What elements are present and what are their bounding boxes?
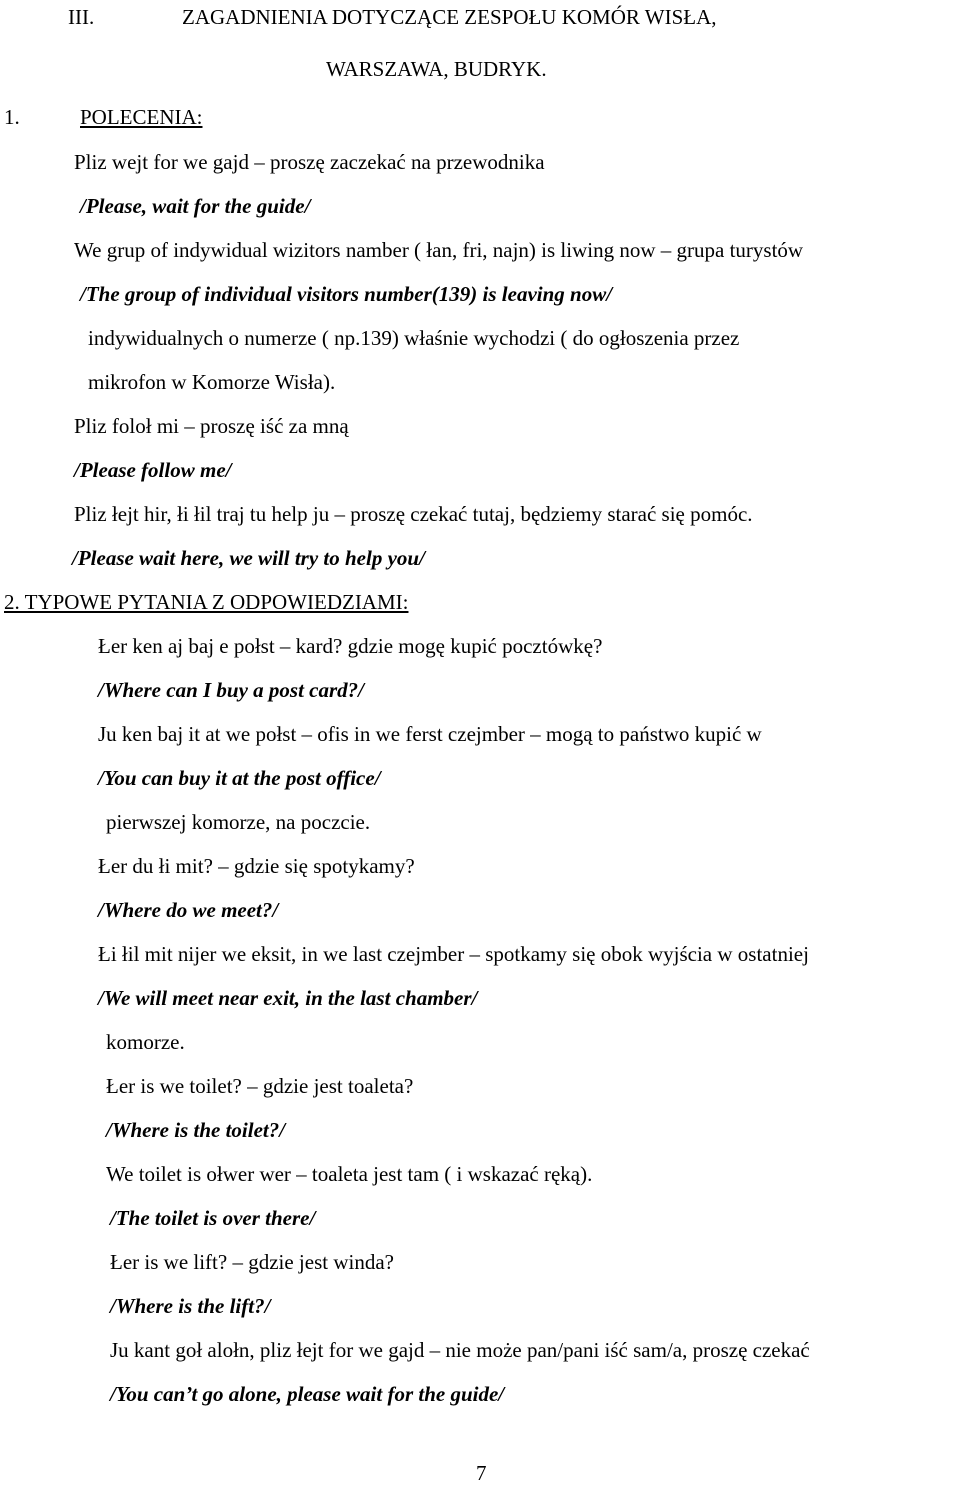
part2-line-8: Łi łil mit nijer we eksit, in we last czejmber – spotkamy się obok wyjścia w ostatniej <box>98 942 809 966</box>
part1-line-7: Pliz foloł mi – proszę iść za mną <box>74 414 349 438</box>
part1-line-2: /Please, wait for the guide/ <box>80 194 311 218</box>
part1-line-10: /Please wait here, we will try to help you/ <box>72 546 425 570</box>
part2-heading <box>4 589 408 615</box>
part2-line-15: Łer is we lift? – gdzie jest winda? <box>110 1250 394 1274</box>
part2-heading-text: 2. TYPOWE PYTANIA Z ODPOWIEDZIAMI: <box>4 590 409 614</box>
part1-line-3: We grup of indywidual wizitors namber ( łan, fri, najn) is liwing now – grupa turystów <box>74 238 804 262</box>
part2-line-17: Ju kant goł alołn, pliz łejt for we gajd – nie może pan/pani iść sam/a, proszę czekać <box>110 1338 810 1362</box>
part2-line-1: Łer ken aj baj e połst – kard? gdzie mogę kupić pocztówkę? <box>98 634 603 658</box>
part2-line-4: /You can buy it at the post office/ <box>98 766 381 790</box>
part1-number: 1. <box>4 105 20 129</box>
section-title-line1: ZAGADNIENIA DOTYCZĄCE ZESPOŁU KOMÓR WISŁA, <box>182 5 717 29</box>
part2-line-13: We toilet is ołwer wer – toaleta jest tam ( i wskazać ręką). <box>106 1162 593 1186</box>
part1-line-6: mikrofon w Komorze Wisła). <box>88 370 336 394</box>
part2-line-2: /Where can I buy a post card?/ <box>98 678 365 702</box>
part1-heading: POLECENIA: <box>80 105 203 129</box>
part2-line-18: /You can’t go alone, please wait for the guide/ <box>110 1382 505 1406</box>
part2-line-16: /Where is the lift?/ <box>110 1294 271 1318</box>
part2-line-11: Łer is we toilet? – gdzie jest toaleta? <box>106 1074 414 1098</box>
part1-line-8: /Please follow me/ <box>74 458 232 482</box>
part2-line-10: komorze. <box>106 1030 185 1054</box>
part2-line-12: /Where is the toilet?/ <box>106 1118 286 1142</box>
section-number: III. <box>68 5 95 29</box>
page-number: 7 <box>476 1461 487 1485</box>
part2-line-9: /We will meet near exit, in the last chamber/ <box>98 986 478 1010</box>
part2-line-3: Ju ken baj it at we połst – ofis in we ferst czejmber – mogą to państwo kupić w <box>98 722 762 746</box>
part2-line-14: /The toilet is over there/ <box>110 1206 316 1230</box>
part1-line-5: indywidualnych o numerze ( np.139) właśnie wychodzi ( do ogłoszenia przez <box>88 326 740 350</box>
part1-line-1: Pliz wejt for we gajd – proszę zaczekać na przewodnika <box>74 150 545 174</box>
section-title-line2: WARSZAWA, BUDRYK. <box>326 57 547 81</box>
part2-line-7: /Where do we meet?/ <box>98 898 279 922</box>
part1-line-9: Pliz łejt hir, łi łil traj tu help ju – proszę czekać tutaj, będziemy starać się pomóc. <box>74 502 753 526</box>
part1-line-4: /The group of individual visitors number(139) is leaving now/ <box>80 282 613 306</box>
part2-line-5: pierwszej komorze, na poczcie. <box>106 810 371 834</box>
part2-line-6: Łer du łi mit? – gdzie się spotykamy? <box>98 854 415 878</box>
